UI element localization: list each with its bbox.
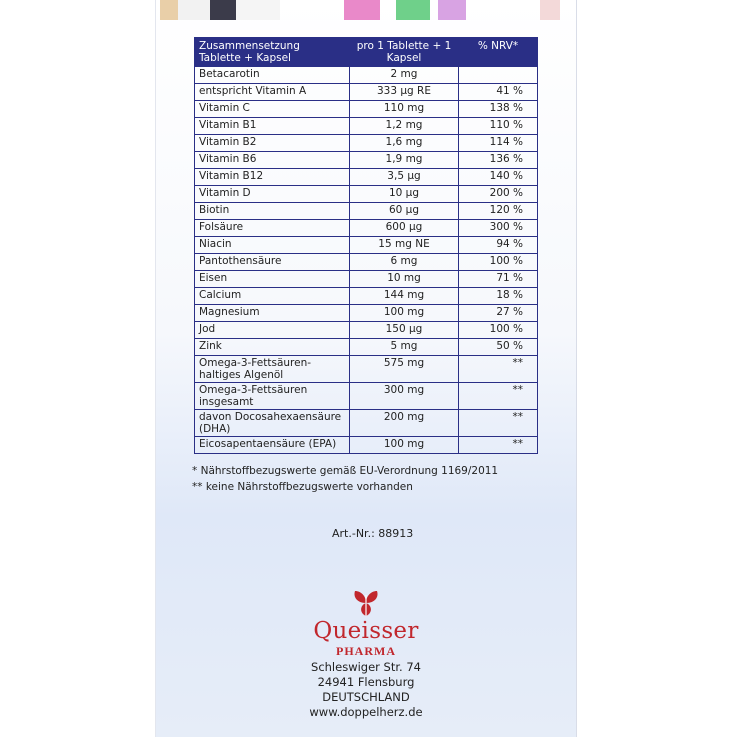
nutrient-amount: 6 mg bbox=[350, 254, 459, 271]
nutrient-amount: 150 µg bbox=[350, 322, 459, 339]
nutrient-nrv: 138 % bbox=[459, 101, 538, 118]
nutrient-name: Biotin bbox=[195, 203, 350, 220]
nutrient-nrv: ** bbox=[459, 437, 538, 454]
nutrient-nrv: 136 % bbox=[459, 152, 538, 169]
nutrient-name: Vitamin B1 bbox=[195, 118, 350, 135]
nutrient-amount: 60 µg bbox=[350, 203, 459, 220]
nutrient-nrv: 100 % bbox=[459, 322, 538, 339]
nutrient-nrv: 300 % bbox=[459, 220, 538, 237]
table-row bbox=[195, 84, 538, 101]
nutrient-name: Vitamin B6 bbox=[195, 152, 350, 169]
nutrient-nrv: 18 % bbox=[459, 288, 538, 305]
nutrient-name: Folsäure bbox=[195, 220, 350, 237]
nutrient-nrv: 110 % bbox=[459, 118, 538, 135]
nutrient-nrv: 41 % bbox=[459, 84, 538, 101]
header-nrv: % NRV* bbox=[459, 38, 538, 67]
header-per-dose: pro 1 Tablette + 1 Kapsel bbox=[350, 38, 459, 67]
nutrient-name: Vitamin B12 bbox=[195, 169, 350, 186]
table-row bbox=[195, 339, 538, 356]
brand-name: Queisser bbox=[313, 618, 419, 644]
nutrient-amount: 144 mg bbox=[350, 288, 459, 305]
nutrient-name: Vitamin B2 bbox=[195, 135, 350, 152]
table-row bbox=[195, 254, 538, 271]
brand-subtitle: PHARMA bbox=[336, 644, 396, 658]
nutrient-amount: 300 mg bbox=[350, 383, 459, 410]
nutrient-nrv: 71 % bbox=[459, 271, 538, 288]
table-row bbox=[195, 220, 538, 237]
nutrient-name: Pantothensäure bbox=[195, 254, 350, 271]
table-row bbox=[195, 186, 538, 203]
nutrient-name: Vitamin C bbox=[195, 101, 350, 118]
nutrient-name: Magnesium bbox=[195, 305, 350, 322]
nutrient-nrv bbox=[459, 67, 538, 84]
address-city: 24941 Flensburg bbox=[317, 675, 415, 689]
nutrient-name: Jod bbox=[195, 322, 350, 339]
nutrition-table-header-row bbox=[195, 38, 538, 67]
table-row bbox=[195, 305, 538, 322]
table-row bbox=[195, 67, 538, 84]
nutrient-nrv: 114 % bbox=[459, 135, 538, 152]
table-row bbox=[195, 410, 538, 437]
table-row bbox=[195, 152, 538, 169]
nutrient-nrv: ** bbox=[459, 410, 538, 437]
nutrient-amount: 100 mg bbox=[350, 305, 459, 322]
nutrient-name: Calcium bbox=[195, 288, 350, 305]
nutrient-name: entspricht Vitamin A bbox=[195, 84, 350, 101]
address-website: www.doppelherz.de bbox=[309, 705, 423, 719]
table-row bbox=[195, 383, 538, 410]
table-row bbox=[195, 169, 538, 186]
nutrient-nrv: 100 % bbox=[459, 254, 538, 271]
address-street: Schleswiger Str. 74 bbox=[311, 660, 421, 674]
nutrition-table bbox=[194, 37, 538, 454]
table-row bbox=[195, 237, 538, 254]
nutrient-amount: 3,5 µg bbox=[350, 169, 459, 186]
nutrient-amount: 1,6 mg bbox=[350, 135, 459, 152]
table-row bbox=[195, 288, 538, 305]
table-row bbox=[195, 101, 538, 118]
nutrient-nrv: ** bbox=[459, 356, 538, 383]
article-number: Art.-Nr.: 88913 bbox=[332, 527, 414, 540]
table-row bbox=[195, 356, 538, 383]
nutrient-nrv: 27 % bbox=[459, 305, 538, 322]
address-country: DEUTSCHLAND bbox=[322, 690, 410, 704]
nutrient-amount: 10 mg bbox=[350, 271, 459, 288]
table-row bbox=[195, 271, 538, 288]
nutrient-name: davon Docosahexaensäure (DHA) bbox=[195, 410, 350, 437]
nutrient-amount: 333 µg RE bbox=[350, 84, 459, 101]
table-row bbox=[195, 203, 538, 220]
nutrient-nrv: 50 % bbox=[459, 339, 538, 356]
nutrient-name: Betacarotin bbox=[195, 67, 350, 84]
nutrient-amount: 2 mg bbox=[350, 67, 459, 84]
table-row bbox=[195, 437, 538, 454]
nutrient-name: Omega-3-Fettsäuren insgesamt bbox=[195, 383, 350, 410]
nutrient-name: Vitamin D bbox=[195, 186, 350, 203]
footnote-nrv: * Nährstoffbezugswerte gemäß EU-Verordnung 1169/2011 bbox=[192, 465, 499, 477]
nutrient-name: Omega-3-Fettsäuren-haltiges Algenöl bbox=[195, 356, 350, 383]
table-row bbox=[195, 135, 538, 152]
nutrition-table-body bbox=[195, 67, 538, 454]
nutrient-amount: 10 µg bbox=[350, 186, 459, 203]
nutrient-amount: 575 mg bbox=[350, 356, 459, 383]
nutrient-nrv: 120 % bbox=[459, 203, 538, 220]
nutrient-amount: 15 mg NE bbox=[350, 237, 459, 254]
nutrient-nrv: 94 % bbox=[459, 237, 538, 254]
queisser-leaf-logo-icon bbox=[155, 589, 577, 621]
nutrient-name: Niacin bbox=[195, 237, 350, 254]
table-row bbox=[195, 322, 538, 339]
nutrient-amount: 600 µg bbox=[350, 220, 459, 237]
nutrient-amount: 200 mg bbox=[350, 410, 459, 437]
nutrient-amount: 1,9 mg bbox=[350, 152, 459, 169]
nutrient-amount: 5 mg bbox=[350, 339, 459, 356]
nutrient-nrv: ** bbox=[459, 383, 538, 410]
package-top-strip bbox=[160, 0, 574, 20]
nutrient-name: Eicosapentaensäure (EPA) bbox=[195, 437, 350, 454]
nutrient-name: Eisen bbox=[195, 271, 350, 288]
nutrient-amount: 1,2 mg bbox=[350, 118, 459, 135]
nutrient-nrv: 200 % bbox=[459, 186, 538, 203]
footnote-no-nrv: ** keine Nährstoffbezugswerte vorhanden bbox=[192, 481, 413, 493]
nutrient-amount: 100 mg bbox=[350, 437, 459, 454]
company-address bbox=[155, 660, 577, 720]
table-row bbox=[195, 118, 538, 135]
header-composition: Zusammensetzung Tablette + Kapsel bbox=[195, 38, 350, 67]
nutrient-name: Zink bbox=[195, 339, 350, 356]
nutrient-amount: 110 mg bbox=[350, 101, 459, 118]
nutrient-nrv: 140 % bbox=[459, 169, 538, 186]
